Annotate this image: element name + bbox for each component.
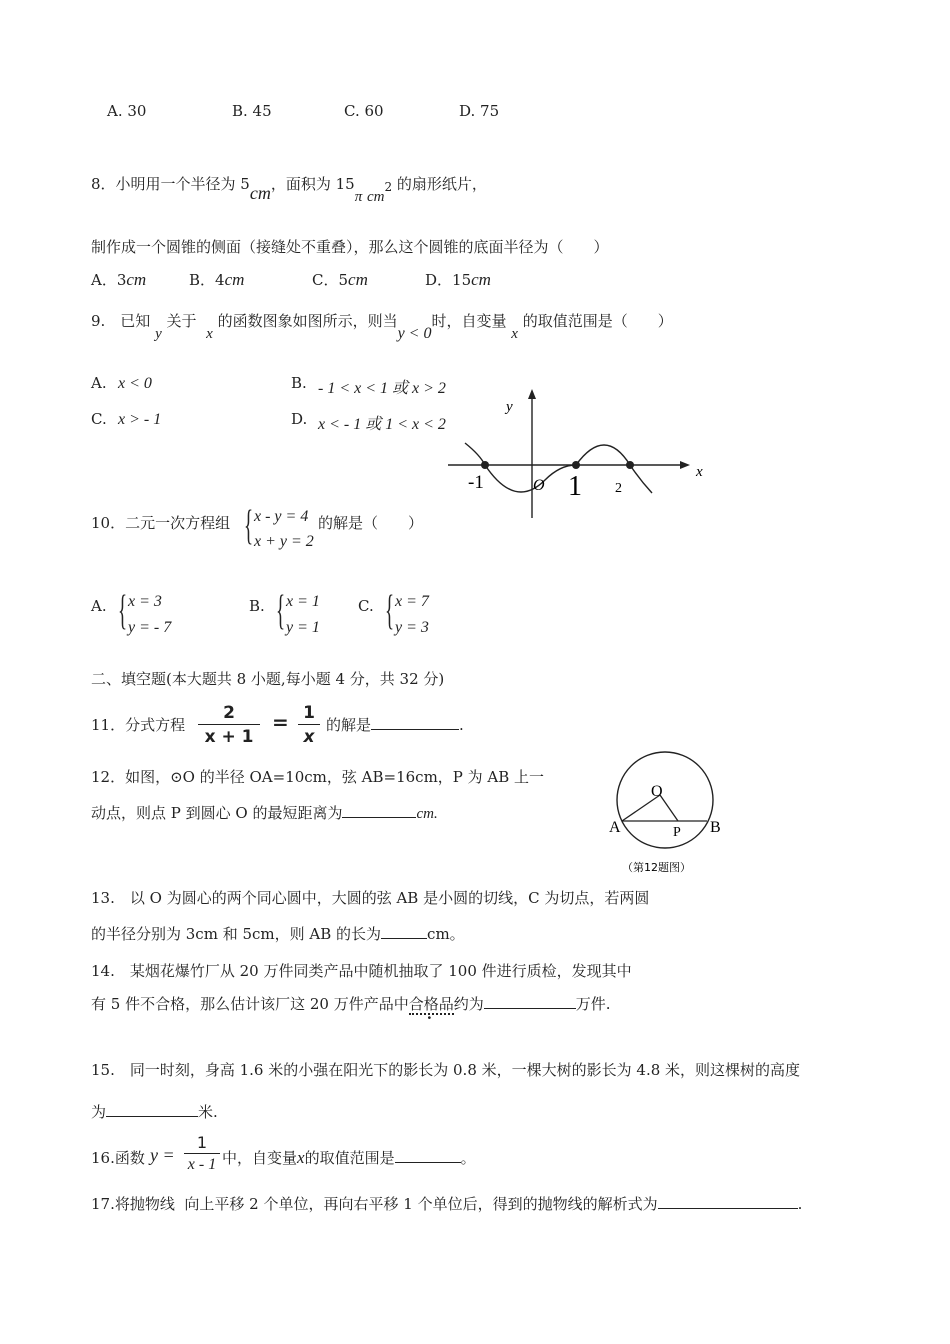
q10-option-a-1: x = 3	[128, 593, 162, 610]
origin-label: O	[533, 477, 545, 494]
q14-line2: 有 5 件不合格，那么估计该厂这 20 万件产品中合格品约为 万件.	[91, 995, 611, 1013]
q10-option-c-label: C.	[358, 597, 374, 615]
q9-option-c-label: C.	[91, 410, 107, 428]
q7-option-a: A. 30	[107, 102, 147, 120]
q11-equals: =	[272, 710, 289, 734]
q11-fraction-right	[298, 702, 320, 749]
y-axis-label: y	[506, 399, 513, 415]
q14-answer-blank	[484, 994, 576, 1009]
q8-unit-cm2: cm	[367, 189, 385, 205]
root-1	[572, 461, 580, 469]
q8-sup2: 2	[384, 180, 393, 194]
q7-option-c: C. 60	[344, 102, 384, 120]
root-2	[626, 461, 634, 469]
q11-suffix: 的解是 .	[326, 716, 464, 734]
q8-unit-cm: cm	[249, 183, 271, 203]
q9-stem: 9. 已知 y 关于 x 的函数图象如图所示，则当y < 0时，自变量 x 的取值范围是（ ）	[91, 312, 673, 342]
q11-prefix: 11．分式方程	[91, 716, 186, 734]
q9-option-b: - 1 < x < 1 或 x > 2	[318, 380, 446, 397]
q17-answer-blank	[658, 1194, 798, 1209]
q15-answer-blank	[106, 1102, 198, 1117]
tick-2: 2	[615, 481, 622, 496]
q7-option-b: B. 45	[232, 102, 272, 120]
q11-num-left: 2	[198, 702, 260, 725]
q12-caption: （第12题图）	[622, 861, 691, 874]
q16-num: 1	[184, 1133, 220, 1154]
q10-option-a-brace: {	[118, 588, 128, 634]
tick-1: 1	[568, 471, 582, 502]
q9-option-b-label: B.	[291, 374, 307, 392]
q8-option-a: A．3cm	[91, 270, 147, 289]
q16-prefix: 16.函数	[91, 1149, 145, 1167]
q11-den-left: x + 1	[204, 727, 254, 747]
q15-line2: 为 米.	[91, 1103, 218, 1121]
q8-text-c: 的扇形纸片，	[392, 175, 487, 193]
q10-option-c-2: y = 3	[395, 619, 429, 636]
q14-emphasis: 合格品	[408, 995, 454, 1013]
q10-option-a-label: A.	[91, 597, 107, 615]
q9-option-d-label: D.	[291, 410, 308, 428]
q10-option-b-2: y = 1	[286, 619, 320, 636]
q11-num-right: 1	[298, 702, 320, 725]
q10-option-b-brace: {	[276, 588, 286, 634]
q7-option-d: D. 75	[459, 102, 500, 120]
q13-line1: 13. 以 O 为圆心的两个同心圆中，大圆的弦 AB 是小圆的切线，C 为切点，若两圆	[91, 889, 650, 907]
q10-option-b-label: B.	[249, 597, 265, 615]
q15-line1: 15. 同一时刻，身高 1.6 米的小强在阳光下的影长为 0.8 米，一棵大树的影长为 4.8 米，则这棵树的高度	[91, 1061, 801, 1079]
q16-fraction	[184, 1133, 220, 1176]
q13-answer-blank	[381, 924, 427, 939]
label-b: B	[710, 819, 721, 836]
q12-answer-blank	[342, 803, 416, 818]
function-graph	[440, 385, 720, 525]
q8-text-b: ，面积为 15	[270, 175, 355, 193]
q10-option-a-2: y = - 7	[128, 619, 172, 636]
q16-y: y =	[150, 1145, 175, 1165]
q10-eq2: x + y = 2	[254, 533, 314, 550]
q8-text-a: 8．小明用一个半径为 5	[91, 175, 250, 193]
q10-suffix: 的解是（ ）	[318, 514, 424, 532]
x-axis-label: x	[696, 464, 703, 480]
q10-eq1: x - y = 4	[254, 508, 309, 525]
q9-option-c: x > - 1	[118, 411, 162, 428]
q13-line2: 的半径分别为 3cm 和 5cm，则 AB 的长为 cm。	[91, 925, 465, 943]
q16-den: x - 1	[187, 1156, 217, 1173]
q12-line2: 动点，则点 P 到圆心 O 的最短距离为 cm.	[91, 804, 438, 822]
y-axis-arrow	[528, 389, 536, 399]
q12-line1: 12．如图，⊙O 的半径 OA=10cm，弦 AB=16cm，P 为 AB 上一	[91, 768, 545, 786]
q8-option-d: D．15cm	[425, 270, 491, 289]
circle-o	[617, 752, 713, 848]
q11-fraction-left	[198, 702, 260, 749]
q9-option-d: x < - 1 或 1 < x < 2	[318, 416, 446, 433]
q14-line1: 14. 某烟花爆竹厂从 20 万件同类产品中随机抽取了 100 件进行质检，发现其中	[91, 962, 632, 980]
q10-option-c-1: x = 7	[395, 593, 429, 610]
section-2-title: 二、填空题(本大题共 8 小题,每小题 4 分，共 32 分)	[91, 670, 445, 688]
q11-answer-blank	[371, 715, 459, 730]
q16-answer-blank	[395, 1148, 461, 1163]
curve	[465, 443, 652, 493]
q8-line1	[91, 172, 487, 205]
q9-option-a: x < 0	[118, 375, 152, 392]
q9-option-a-label: A.	[91, 374, 107, 392]
tick-minus1: -1	[468, 472, 484, 493]
q10-prefix: 10．二元一次方程组	[91, 514, 231, 532]
q17-line: 17.将抛物线 向上平移 2 个单位，再向右平移 1 个单位后，得到的抛物线的解析式为 .	[91, 1195, 803, 1213]
label-p: P	[673, 825, 681, 840]
label-a: A	[609, 819, 621, 836]
q16-suffix: 中，自变量x的取值范围是 。	[222, 1148, 476, 1167]
q8-pi: π	[354, 189, 363, 205]
x-axis-arrow	[680, 461, 690, 469]
q10-option-c-brace: {	[385, 588, 395, 634]
q10-brace: {	[244, 503, 254, 549]
q10-option-b-1: x = 1	[286, 593, 320, 610]
q11-den-right: x	[303, 727, 315, 747]
segment-op	[660, 795, 678, 821]
root-minus1	[481, 461, 489, 469]
q8-option-c: C．5cm	[312, 270, 368, 289]
q12-figure	[600, 745, 740, 880]
q8-option-b: B．4cm	[189, 270, 245, 289]
label-o: O	[651, 783, 663, 800]
q8-line2: 制作成一个圆锥的侧面（接缝处不重叠），那么这个圆锥的底面半径为（ ）	[91, 238, 609, 256]
